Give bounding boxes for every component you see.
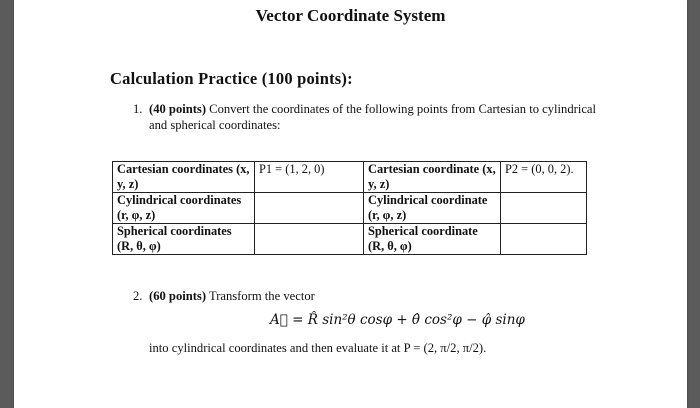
document-page bbox=[14, 0, 687, 408]
question-1-number: 1. bbox=[133, 102, 143, 116]
question-2 bbox=[133, 288, 603, 304]
question-1-points: (40 points) bbox=[149, 102, 207, 116]
document-title: Vector Coordinate System bbox=[255, 6, 446, 25]
vector-equation: A⃗ = R̂ sin²θ cosφ + θ̂ cos²φ − φ̂ sinφ bbox=[270, 312, 525, 328]
question-2-number: 2. bbox=[133, 289, 143, 303]
table-cell-value: P1 = (1, 2, 0) bbox=[255, 162, 364, 193]
question-2-text-block bbox=[149, 288, 603, 304]
question-2-points: (60 points) bbox=[149, 289, 207, 303]
question-2-text: Transform the vector bbox=[206, 289, 315, 303]
table-cell-value bbox=[255, 193, 364, 224]
table-cell-label: Spherical coordinates (R, θ, φ) bbox=[113, 224, 255, 255]
section-heading: Calculation Practice (100 points): bbox=[110, 69, 353, 88]
table-cell-label: Cartesian coordinates (x, y, z) bbox=[113, 162, 255, 193]
table-cell-value: P2 = (0, 0, 2). bbox=[501, 162, 587, 193]
table-cell-value bbox=[501, 224, 587, 255]
table-row bbox=[113, 193, 587, 224]
question-2-continuation: into cylindrical coordinates and then evaluate it at P = (2, π/2, π/2). bbox=[149, 341, 487, 355]
table-row bbox=[113, 224, 587, 255]
question-1 bbox=[133, 101, 603, 133]
table-cell-label: Cylindrical coordinates (r, φ, z) bbox=[113, 193, 255, 224]
table-cell-value bbox=[255, 224, 364, 255]
table-cell-label: Cartesian coordinate (x, y, z) bbox=[364, 162, 501, 193]
question-1-text: Convert the coordinates of the following points from Cartesian to cylindrical and spherical coordinates: bbox=[149, 102, 596, 132]
table-row bbox=[113, 162, 587, 193]
coordinates-table bbox=[112, 161, 587, 255]
table-cell-label: Cylindrical coordinate (r, φ, z) bbox=[364, 193, 501, 224]
question-1-text-block bbox=[149, 101, 603, 133]
table-cell-value bbox=[501, 193, 587, 224]
table-cell-label: Spherical coordinate (R, θ, φ) bbox=[364, 224, 501, 255]
